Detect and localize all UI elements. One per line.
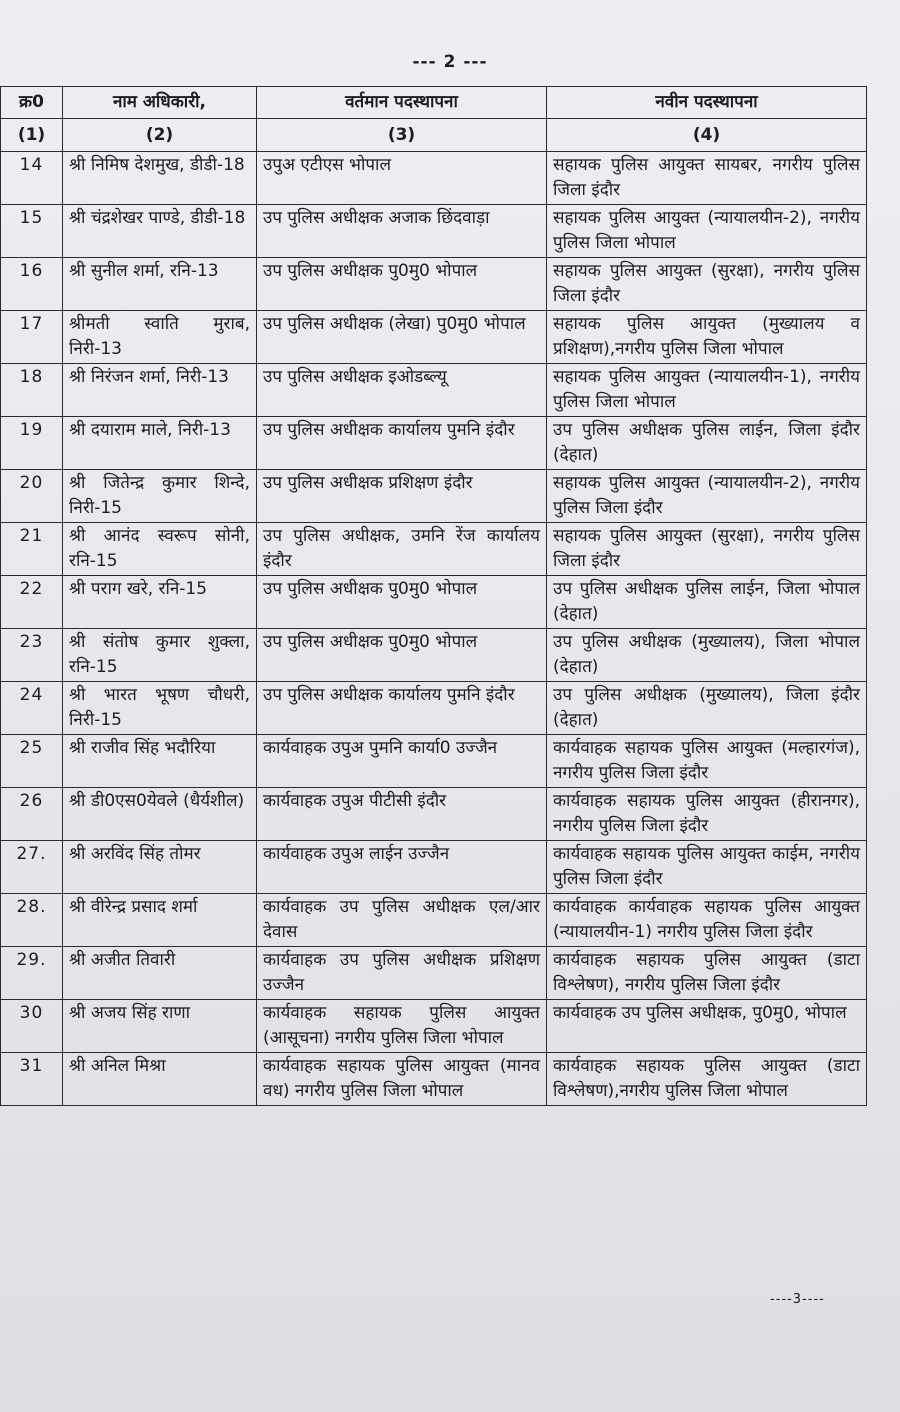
- new-posting-cell: सहायक पुलिस आयुक्त (न्यायालयीन-2), नगरीय पुलिस जिला इंदौर: [547, 470, 867, 523]
- officer-name-cell: श्री वीरेन्द्र प्रसाद शर्मा: [63, 894, 257, 947]
- current-posting-cell: कार्यवाहक सहायक पुलिस आयुक्त (मानव वध) नगरीय पुलिस जिला भोपाल: [257, 1053, 547, 1106]
- officer-name-cell: श्री डी0एस0येवले (धैर्यशील): [63, 788, 257, 841]
- table-row: [1, 576, 867, 629]
- officer-name-cell: श्री राजीव सिंह भदौरिया: [63, 735, 257, 788]
- officer-name-cell: श्री अजीत तिवारी: [63, 947, 257, 1000]
- officer-name-cell: श्री दयाराम माले, निरी-13: [63, 417, 257, 470]
- officer-name-cell: श्री पराग खरे, रनि-15: [63, 576, 257, 629]
- table-row: [1, 629, 867, 682]
- table-row: [1, 523, 867, 576]
- header-officer-name: नाम अधिकारी,: [63, 87, 257, 119]
- current-posting-cell: उप पुलिस अधीक्षक कार्यालय पुमनि इंदौर: [257, 682, 547, 735]
- new-posting-cell: सहायक पुलिस आयुक्त सायबर, नगरीय पुलिस जिला इंदौर: [547, 152, 867, 205]
- new-posting-cell: उप पुलिस अधीक्षक पुलिस लाईन, जिला भोपाल (देहात): [547, 576, 867, 629]
- officer-name-cell: श्री निमिष देशमुख, डीडी-18: [63, 152, 257, 205]
- serial-number-cell: 29.: [1, 947, 63, 1000]
- new-posting-cell: कार्यवाहक उप पुलिस अधीक्षक, पु0मु0, भोपाल: [547, 1000, 867, 1053]
- current-posting-cell: कार्यवाहक सहायक पुलिस आयुक्त (आसूचना) नगरीय पुलिस जिला भोपाल: [257, 1000, 547, 1053]
- current-posting-cell: उप पुलिस अधीक्षक प्रशिक्षण इंदौर: [257, 470, 547, 523]
- header-new-posting: नवीन पदस्थापना: [547, 87, 867, 119]
- table-row: [1, 417, 867, 470]
- new-posting-cell: कार्यवाहक कार्यवाहक सहायक पुलिस आयुक्त (न्यायालयीन-1) नगरीय पुलिस जिला इंदौर: [547, 894, 867, 947]
- serial-number-cell: 18: [1, 364, 63, 417]
- table-row: [1, 152, 867, 205]
- header-current-posting: वर्तमान पदस्थापना: [257, 87, 547, 119]
- table-row: [1, 1053, 867, 1106]
- table-row: [1, 470, 867, 523]
- column-number: (1): [1, 119, 63, 152]
- table-body: [1, 152, 867, 1106]
- officer-name-cell: श्री निरंजन शर्मा, निरी-13: [63, 364, 257, 417]
- new-posting-cell: सहायक पुलिस आयुक्त (न्यायालयीन-2), नगरीय पुलिस जिला भोपाल: [547, 205, 867, 258]
- serial-number-cell: 21: [1, 523, 63, 576]
- table-row: [1, 947, 867, 1000]
- column-number-row: [1, 119, 867, 152]
- current-posting-cell: कार्यवाहक उप पुलिस अधीक्षक प्रशिक्षण उज्जैन: [257, 947, 547, 1000]
- new-posting-cell: उप पुलिस अधीक्षक पुलिस लाईन, जिला इंदौर (देहात): [547, 417, 867, 470]
- serial-number-cell: 22: [1, 576, 63, 629]
- new-posting-cell: सहायक पुलिस आयुक्त (सुरक्षा), नगरीय पुलिस जिला इंदौर: [547, 523, 867, 576]
- next-page-marker: ----3----: [770, 1292, 825, 1307]
- officer-name-cell: श्री आनंद स्वरूप सोनी, रनि-15: [63, 523, 257, 576]
- serial-number-cell: 15: [1, 205, 63, 258]
- new-posting-cell: उप पुलिस अधीक्षक (मुख्यालय), जिला इंदौर (देहात): [547, 682, 867, 735]
- transfer-table: [0, 86, 867, 1106]
- serial-number-cell: 26: [1, 788, 63, 841]
- serial-number-cell: 14: [1, 152, 63, 205]
- current-posting-cell: उप पुलिस अधीक्षक इओडब्ल्यू: [257, 364, 547, 417]
- current-posting-cell: उप पुलिस अधीक्षक पु0मु0 भोपाल: [257, 629, 547, 682]
- table-row: [1, 682, 867, 735]
- new-posting-cell: कार्यवाहक सहायक पुलिस आयुक्त (मल्हारगंज), नगरीय पुलिस जिला इंदौर: [547, 735, 867, 788]
- table-row: [1, 841, 867, 894]
- table-row: [1, 364, 867, 417]
- new-posting-cell: सहायक पुलिस आयुक्त (मुख्यालय व प्रशिक्षण),नगरीय पुलिस जिला भोपाल: [547, 311, 867, 364]
- table-row: [1, 1000, 867, 1053]
- officer-name-cell: श्री अनिल मिश्रा: [63, 1053, 257, 1106]
- new-posting-cell: कार्यवाहक सहायक पुलिस आयुक्त (डाटा विश्लेषण), नगरीय पुलिस जिला इंदौर: [547, 947, 867, 1000]
- current-posting-cell: उप पुलिस अधीक्षक (लेखा) पु0मु0 भोपाल: [257, 311, 547, 364]
- column-number: (2): [63, 119, 257, 152]
- serial-number-cell: 19: [1, 417, 63, 470]
- current-posting-cell: उप पुलिस अधीक्षक अजाक छिंदवाड़ा: [257, 205, 547, 258]
- officer-name-cell: श्री सुनील शर्मा, रनि-13: [63, 258, 257, 311]
- new-posting-cell: सहायक पुलिस आयुक्त (सुरक्षा), नगरीय पुलिस जिला इंदौर: [547, 258, 867, 311]
- officer-name-cell: श्री अजय सिंह राणा: [63, 1000, 257, 1053]
- table-row: [1, 788, 867, 841]
- table-row: [1, 894, 867, 947]
- current-posting-cell: उप पुलिस अधीक्षक पु0मु0 भोपाल: [257, 576, 547, 629]
- new-posting-cell: कार्यवाहक सहायक पुलिस आयुक्त (डाटा विश्लेषण),नगरीय पुलिस जिला भोपाल: [547, 1053, 867, 1106]
- current-posting-cell: कार्यवाहक उपुअ पुमनि कार्या0 उज्जैन: [257, 735, 547, 788]
- new-posting-cell: कार्यवाहक सहायक पुलिस आयुक्त काईम, नगरीय पुलिस जिला इंदौर: [547, 841, 867, 894]
- serial-number-cell: 31: [1, 1053, 63, 1106]
- current-posting-cell: उप पुलिस अधीक्षक पु0मु0 भोपाल: [257, 258, 547, 311]
- column-number: (3): [257, 119, 547, 152]
- table-row: [1, 205, 867, 258]
- current-posting-cell: उप पुलिस अधीक्षक, उमनि रेंज कार्यालय इंदौर: [257, 523, 547, 576]
- officer-name-cell: श्री भारत भूषण चौधरी, निरी-15: [63, 682, 257, 735]
- current-posting-cell: कार्यवाहक उप पुलिस अधीक्षक एल/आर देवास: [257, 894, 547, 947]
- officer-name-cell: श्री जितेन्द्र कुमार शिन्दे, निरी-15: [63, 470, 257, 523]
- current-posting-cell: कार्यवाहक उपुअ पीटीसी इंदौर: [257, 788, 547, 841]
- serial-number-cell: 25: [1, 735, 63, 788]
- table-row: [1, 311, 867, 364]
- officer-name-cell: श्रीमती स्वाति मुराब, निरी-13: [63, 311, 257, 364]
- serial-number-cell: 23: [1, 629, 63, 682]
- serial-number-cell: 17: [1, 311, 63, 364]
- current-posting-cell: उपुअ एटीएस भोपाल: [257, 152, 547, 205]
- table-row: [1, 258, 867, 311]
- serial-number-cell: 16: [1, 258, 63, 311]
- officer-name-cell: श्री अरविंद सिंह तोमर: [63, 841, 257, 894]
- serial-number-cell: 27.: [1, 841, 63, 894]
- officer-name-cell: श्री चंद्रशेखर पाण्डे, डीडी-18: [63, 205, 257, 258]
- serial-number-cell: 28.: [1, 894, 63, 947]
- serial-number-cell: 30: [1, 1000, 63, 1053]
- new-posting-cell: सहायक पुलिस आयुक्त (न्यायालयीन-1), नगरीय पुलिस जिला भोपाल: [547, 364, 867, 417]
- header-serial: क्र0: [1, 87, 63, 119]
- current-posting-cell: कार्यवाहक उपुअ लाईन उज्जैन: [257, 841, 547, 894]
- current-posting-cell: उप पुलिस अधीक्षक कार्यालय पुमनि इंदौर: [257, 417, 547, 470]
- page-number: --- 2 ---: [412, 52, 488, 72]
- serial-number-cell: 24: [1, 682, 63, 735]
- table-header-row: [1, 87, 867, 119]
- table-row: [1, 735, 867, 788]
- new-posting-cell: कार्यवाहक सहायक पुलिस आयुक्त (हीरानगर), नगरीय पुलिस जिला इंदौर: [547, 788, 867, 841]
- serial-number-cell: 20: [1, 470, 63, 523]
- new-posting-cell: उप पुलिस अधीक्षक (मुख्यालय), जिला भोपाल (देहात): [547, 629, 867, 682]
- column-number: (4): [547, 119, 867, 152]
- officer-name-cell: श्री संतोष कुमार शुक्ला, रनि-15: [63, 629, 257, 682]
